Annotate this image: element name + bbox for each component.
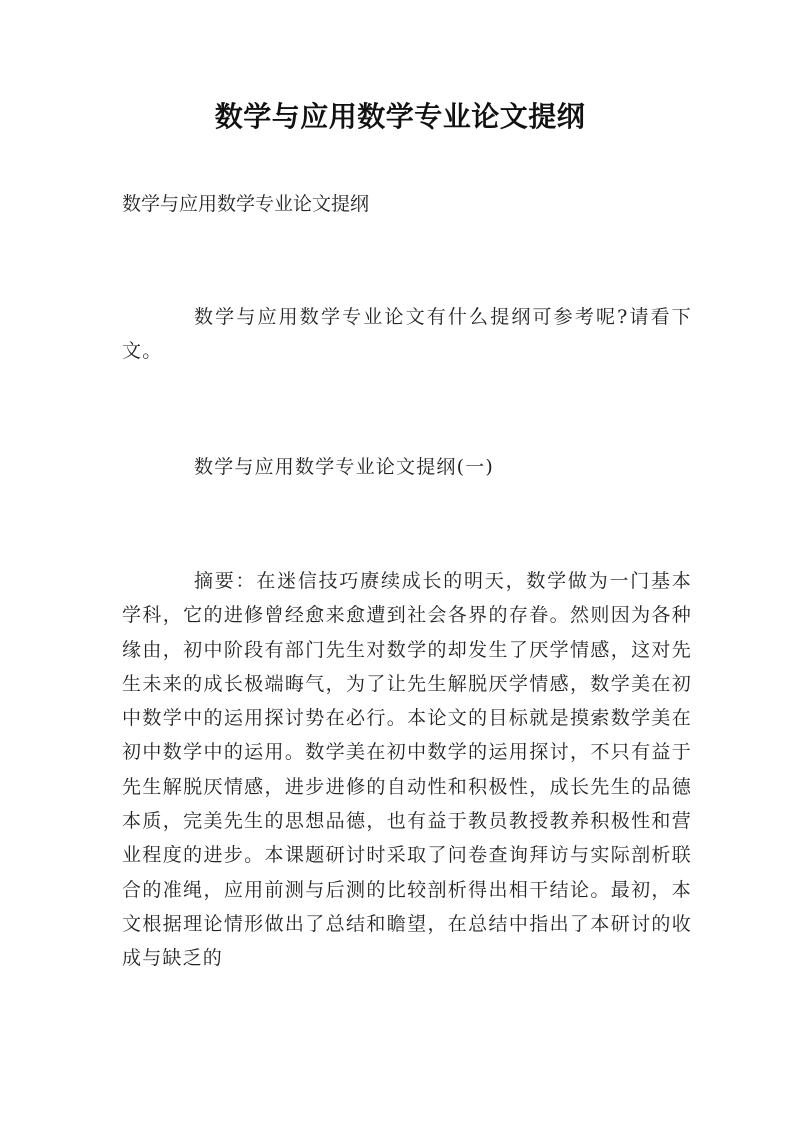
document-title: 数学与应用数学专业论文提纲: [214, 100, 586, 133]
document-subtitle: 数学与应用数学专业论文提纲: [122, 193, 370, 215]
abstract-paragraph: 摘要：在迷信技巧赓续成长的明天，数学做为一门基本学科，它的进修曾经愈来愈遭到社会各界的存眷。然则因为各种缘由，初中阶段有部门先生对数学的却发生了厌学情感，这对先生未来的成长极端晦气，为了让先生解脱厌学情感，数学美在初中数学中的运用探讨势在必行。本论文的目标就是摸索数学美在初中数学中的运用。数学美在初中数学的运用探讨，不只有益于先生解脱厌情感，进步进修的自动性和积极性，成长先生的品德本质，完美先生的思想品德，也有益于教员教授教养积极性和营业程度的进步。本课题研讨时采取了问卷查询拜访与实际剖析联合的准绳，应用前测与后测的比较剖析得出相干结论。最初，本文根据理论情形做出了总结和瞻望，在总结中指出了本研讨的收成与缺乏的: [122, 570, 692, 970]
intro-paragraph: 数学与应用数学专业论文有什么提纲可参考呢?请看下文。: [122, 306, 692, 362]
section-heading: 数学与应用数学专业论文提纲(一): [194, 456, 495, 478]
